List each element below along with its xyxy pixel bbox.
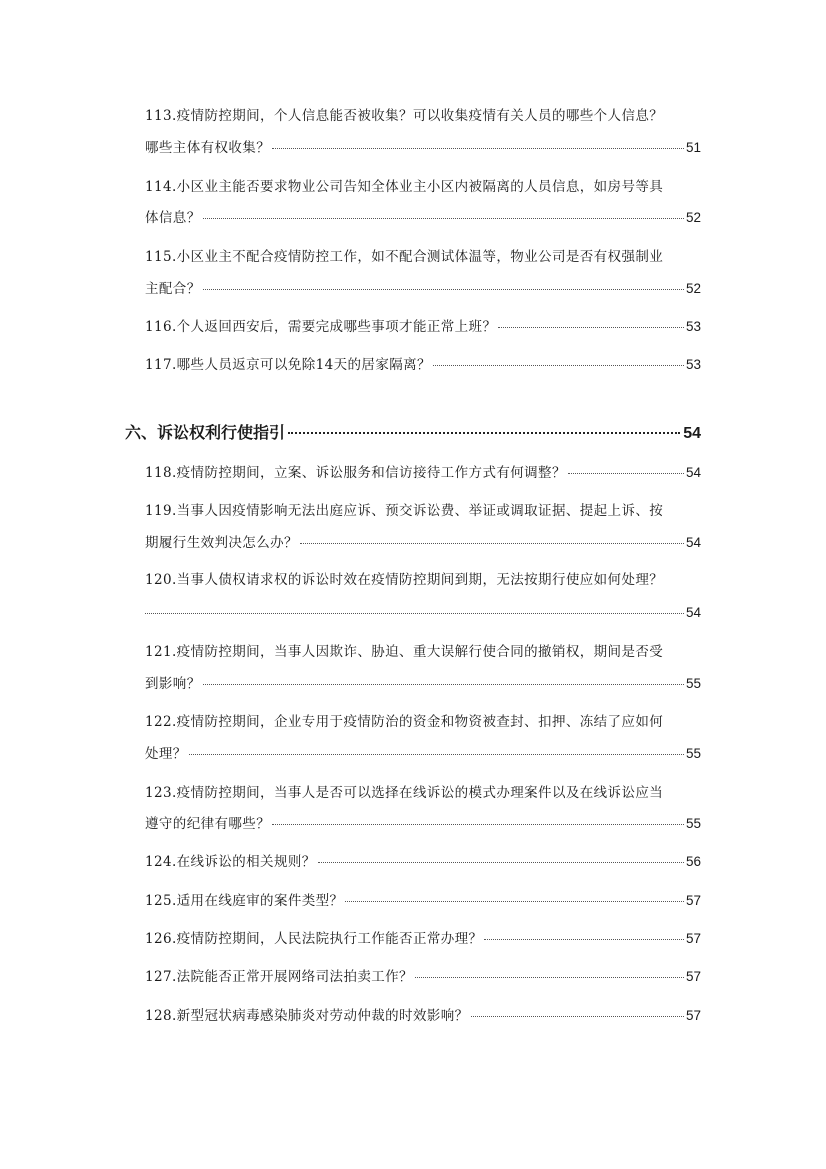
toc-entry-124[interactable]: 124.在线诉讼的相关规则？ 56: [145, 854, 701, 870]
dot-leader: [300, 542, 684, 544]
toc-entry-121-line2[interactable]: 到影响？ 55: [145, 676, 701, 692]
toc-entry-120-line2[interactable]: [145, 603, 701, 623]
page-number: 54: [685, 535, 701, 550]
dot-leader: [415, 976, 684, 978]
toc-entry-128[interactable]: 128.新型冠状病毒感染肺炎对劳动仲裁的时效影响？ 57: [145, 1008, 701, 1024]
page-number: 55: [685, 676, 701, 691]
page-number: 57: [685, 1008, 701, 1023]
toc-entry-116[interactable]: 116.个人返回西安后，需要完成哪些事项才能正常上班？ 53: [145, 319, 701, 335]
toc-section-heading[interactable]: [125, 423, 701, 445]
toc-entry-115-line2[interactable]: 主配合？ 52: [145, 281, 701, 297]
dot-leader: [272, 823, 684, 825]
dot-leader: [288, 431, 680, 434]
toc-entry-123-line2[interactable]: 遵守的纪律有哪些？ 55: [145, 816, 701, 832]
toc-entry-122-line2[interactable]: 处理？ 55: [145, 746, 701, 762]
dot-leader: [203, 288, 684, 290]
section-page-number: 54: [683, 425, 701, 442]
page-number: 55: [685, 816, 701, 831]
toc-entry-119-line1[interactable]: 119.当事人因疫情影响无法出庭应诉、预交诉讼费、举证或调取证据、提起上诉、按: [145, 503, 664, 519]
toc-entry-114-line2[interactable]: 体信息？ 52: [145, 210, 701, 226]
page-number: 52: [685, 281, 701, 296]
dot-leader: [203, 683, 684, 685]
toc-entry-121-line1[interactable]: 121.疫情防控期间，当事人因欺诈、胁迫、重大误解行使合同的撤销权，期间是否受: [145, 644, 664, 660]
dot-leader: [318, 861, 684, 863]
page-number: 57: [685, 893, 701, 908]
dot-leader: [484, 938, 684, 940]
page-number: 52: [685, 210, 701, 225]
dot-leader: [498, 326, 684, 328]
page-number: 55: [685, 746, 701, 761]
dot-leader: [433, 364, 684, 366]
page-number: 53: [685, 319, 701, 334]
dot-leader: [189, 753, 684, 755]
page-number: 56: [685, 854, 701, 869]
toc-entry-125[interactable]: 125.适用在线庭审的案件类型？ 57: [145, 893, 701, 909]
toc-entry-122-line1[interactable]: 122.疫情防控期间，企业专用于疫情防治的资金和物资被查封、扣押、冻结了应如何: [145, 714, 664, 730]
toc-entry-118[interactable]: 118.疫情防控期间，立案、诉讼服务和信访接待工作方式有何调整？ 54: [145, 465, 701, 481]
page-number: 53: [685, 357, 701, 372]
toc-entry-120-line1[interactable]: 120.当事人债权请求权的诉讼时效在疫情防控期间到期，无法按期行使应如何处理？: [145, 572, 664, 588]
dot-leader: [568, 472, 684, 474]
dot-leader: [345, 900, 684, 902]
toc-entry-113-line2[interactable]: 哪些主体有权收集？ 51: [145, 140, 701, 156]
dot-leader: [145, 612, 684, 614]
toc-entry-114-line1[interactable]: 114.小区业主能否要求物业公司告知全体业主小区内被隔离的人员信息，如房号等具: [145, 179, 664, 195]
dot-leader: [203, 217, 684, 219]
dot-leader: [471, 1015, 684, 1017]
page-number: 51: [685, 140, 701, 155]
toc-entry-126[interactable]: 126.疫情防控期间，人民法院执行工作能否正常办理？ 57: [145, 931, 701, 947]
toc-entry-113-line1[interactable]: 113.疫情防控期间，个人信息能否被收集？可以收集疫情有关人员的哪些个人信息？: [145, 108, 664, 124]
dot-leader: [272, 147, 684, 149]
page-number: 54: [685, 465, 701, 480]
toc-entry-115-line1[interactable]: 115.小区业主不配合疫情防控工作，如不配合测试体温等，物业公司是否有权强制业: [145, 249, 664, 265]
toc-entry-119-line2[interactable]: 期履行生效判决怎么办？ 54: [145, 535, 701, 551]
page-number: 54: [685, 605, 701, 620]
page-number: 57: [685, 931, 701, 946]
page-number: 57: [685, 969, 701, 984]
toc-entry-123-line1[interactable]: 123.疫情防控期间，当事人是否可以选择在线诉讼的模式办理案件以及在线诉讼应当: [145, 785, 664, 801]
toc-entry-127[interactable]: 127.法院能否正常开展网络司法拍卖工作？ 57: [145, 969, 701, 985]
toc-entry-117[interactable]: 117.哪些人员返京可以免除14天的居家隔离？ 53: [145, 357, 701, 373]
section-title: 六、诉讼权利行使指引: [125, 425, 286, 442]
